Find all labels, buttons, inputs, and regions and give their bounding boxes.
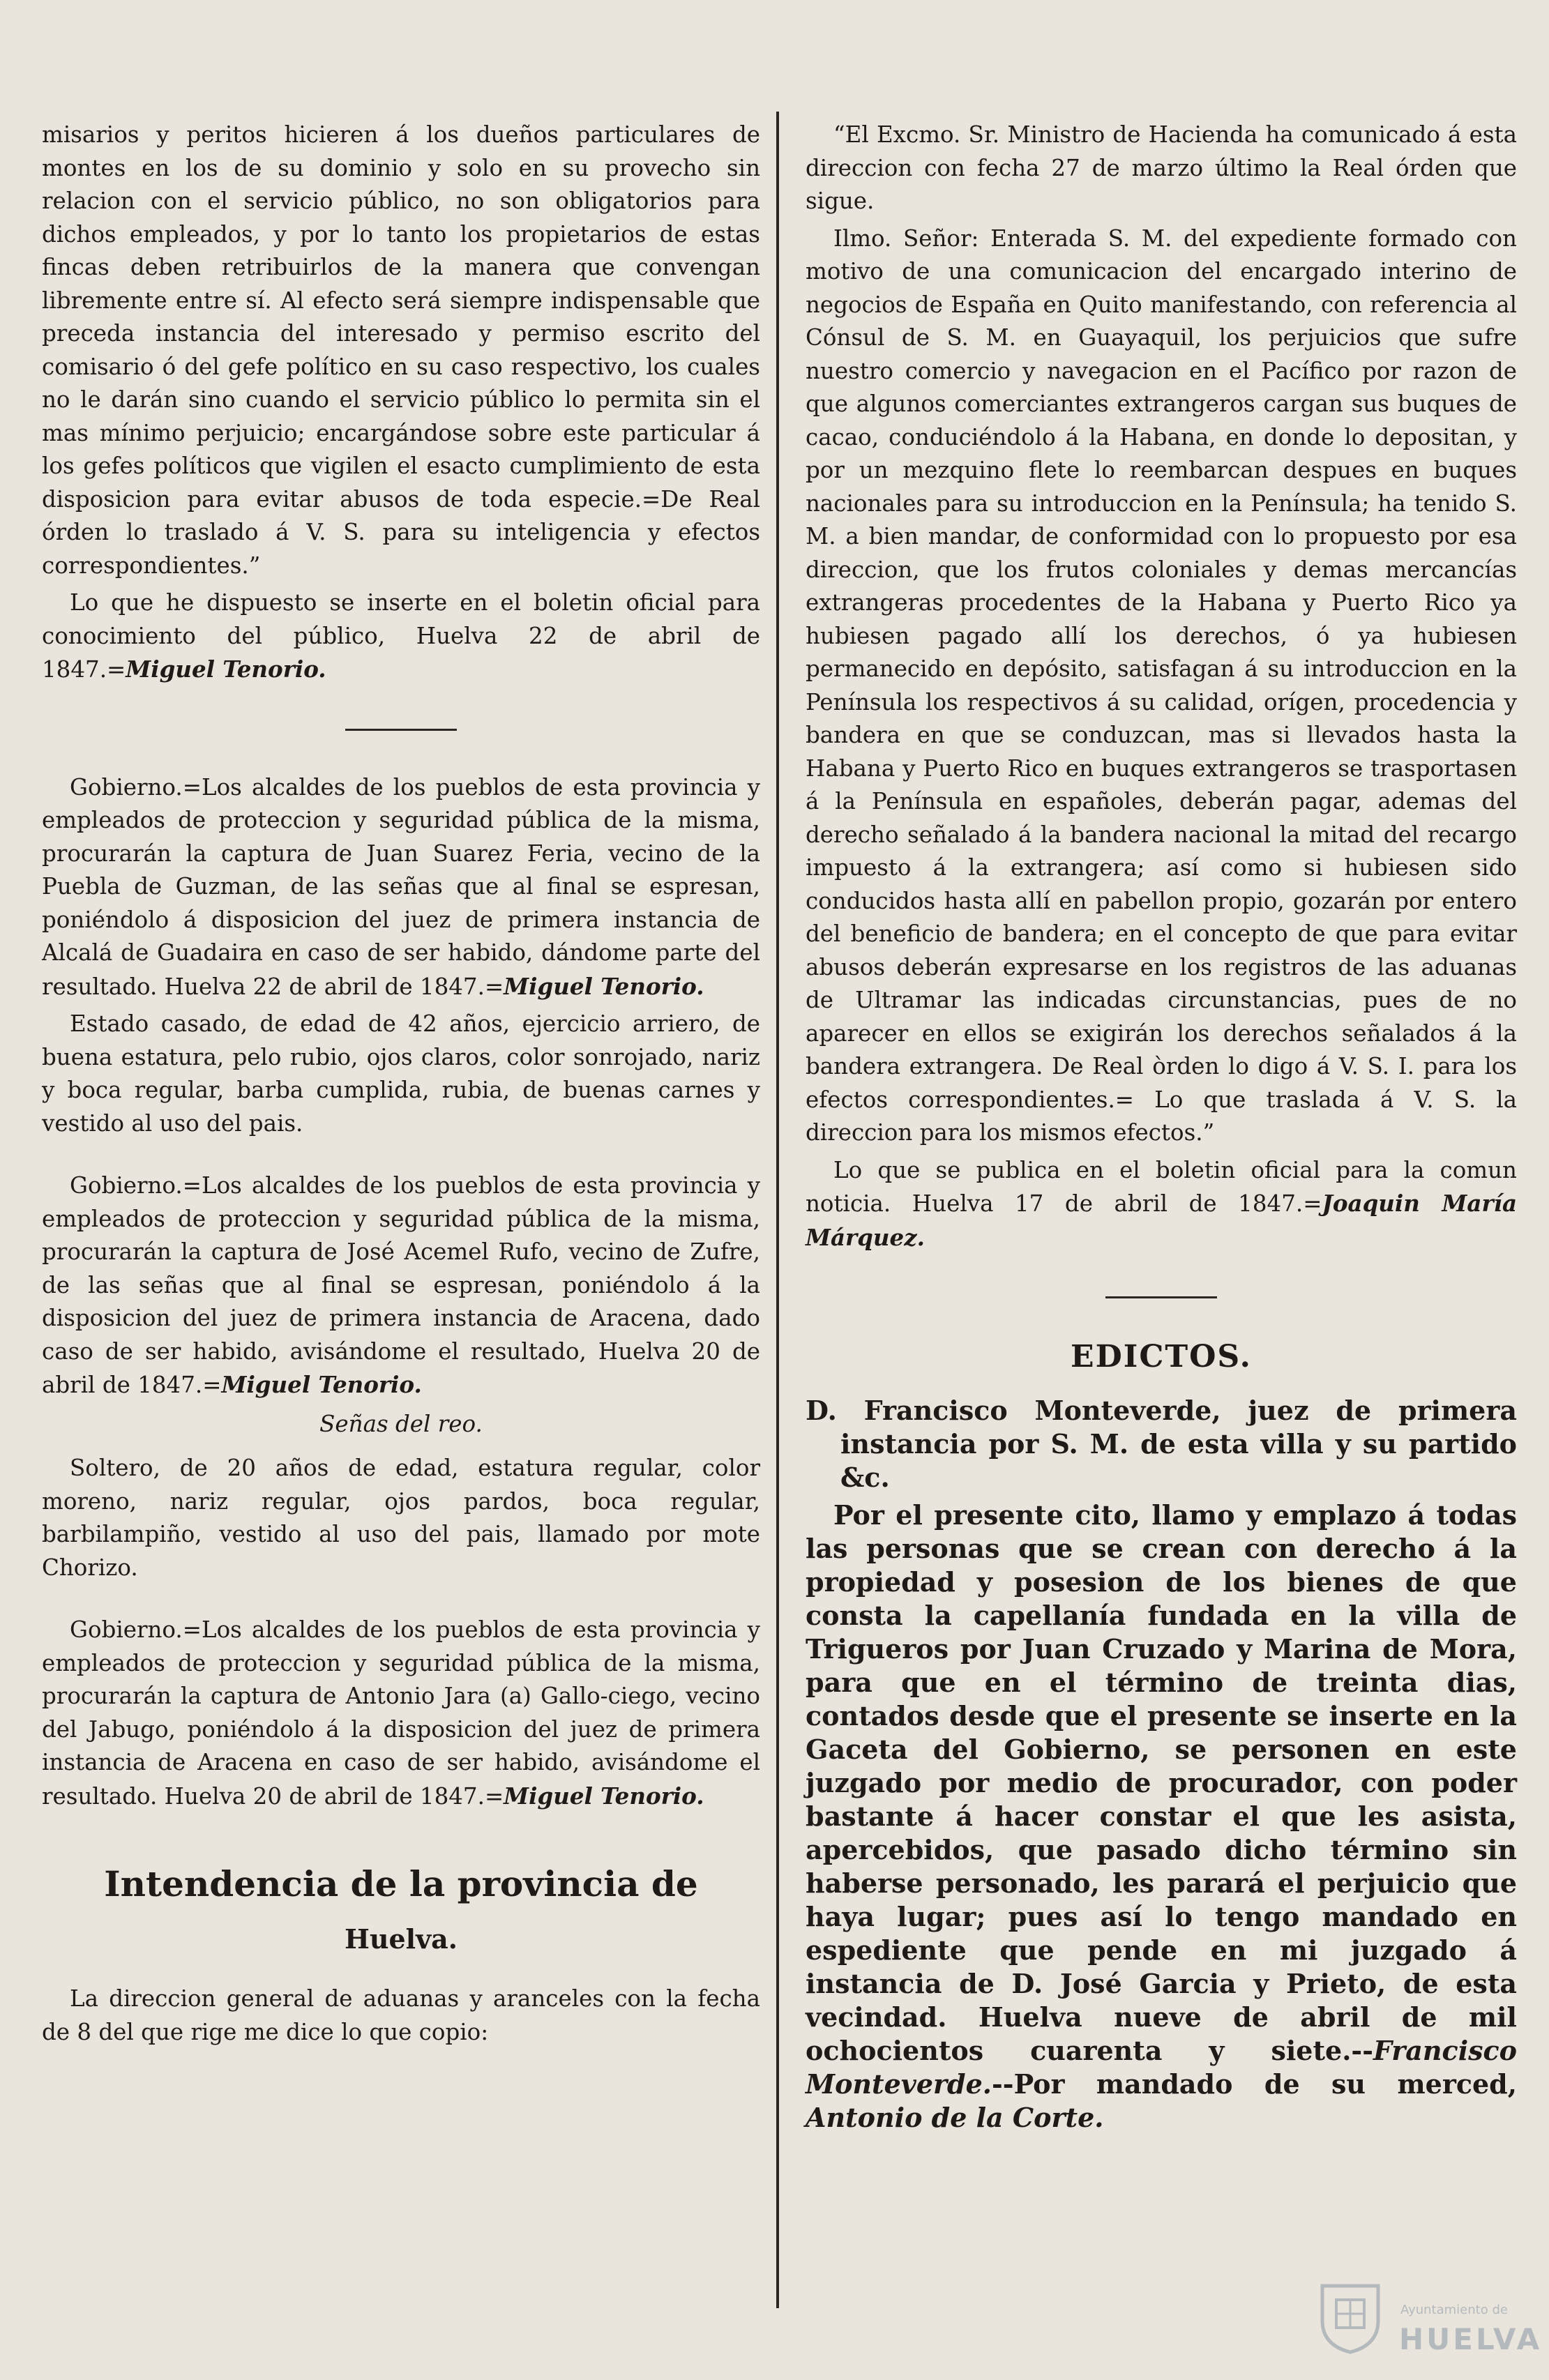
coat-of-arms-icon bbox=[1315, 2279, 1385, 2356]
section-divider bbox=[1105, 1296, 1217, 1298]
gobierno-notice-1 bbox=[42, 771, 760, 1004]
right-column bbox=[806, 119, 1517, 2139]
edicto-signature-clerk: Antonio de la Corte. bbox=[806, 2102, 1104, 2133]
watermark-small-text: Ayuntamiento de bbox=[1400, 2303, 1508, 2317]
royal-order-body: Ilmo. Señor: Enterada S. M. del expediente formado con motivo de una comunicacion del encargado interino de negocios de España en Quito manifestando, con referencia al Cónsul de S. M. en Guayaquil, los perjuicios que sufre nuestro comercio y navegacion en el Pacífico por razon de que algunos comerciantes extrangeros cargan sus buques de cacao, conduciéndolo á la Habana, en donde lo depositan, y por un mezquino flete lo reembarcan despues en buques nacionales para su introduccion en la Península; ha tenido S. M. a bien mandar, de conformidad con lo propuesto por esa direccion, que los frutos coloniales y demas mercancías extrangeras procedentes de la Habana y Puerto Rico ya hubiesen pagado allí los derechos, ó ya hubiesen permanecido en depósito, satisfagan á su introduccion en la Península los respectivos á su calidad, orígen, procedencia y bandera en que se conduzcan, mas si llevados hasta la Habana y Puerto Rico en buques extrangeros se trasportasen á la Península en españoles, deberán pagar, ademas del derecho señalado á la bandera nacional la mitad del recargo impuesto á la extrangera; así como si hubiesen sido conducidos hasta allí en pabellon propio, gozarán por entero del beneficio de bandera; en el concepto de que para evitar abusos deberán expresarse en los registros de las aduanas de Ultramar las indicadas circunstancias, pues de no aparecer en ellos se exigirán los derechos señalados á la bandera extrangera. De Real òrden lo digo á V. S. I. para los efectos correspondientes.= Lo que traslada á V. S. la direccion para los mismos efectos.” bbox=[806, 225, 1517, 1146]
signature: Miguel Tenorio. bbox=[504, 1782, 704, 1810]
paragraph-continuation: misarios y peritos hicieren á los dueños particulares de montes en los de su dominio y solo en su provecho sin relacion con el servicio público, no son obligatorios para dichos empleados, y por lo tanto los propietarios de estas fincas deben retribuirlos de la manera que convengan libremente entre sí. Al efecto será siempre indispensable que preceda instancia del interesado y permiso escrito del comisario ó del gefe político en su caso respectivo, los cuales no le darán sino cuando el servicio público lo permita sin el mas mínimo perjuicio; encargándose sobre este particular á los gefes políticos que vigilen el esacto cumplimiento de esta disposicion para evitar abusos de toda especie.=De Real órden lo traslado á V. S. para su inteligencia y efectos correspondientes.” bbox=[42, 121, 760, 579]
section-divider bbox=[345, 729, 457, 731]
notice-text: Gobierno.=Los alcaldes de los pueblos de esta provincia y empleados de proteccion y seguridad pública de la misma, procurarán la captura de Juan Suarez Feria, vecino de la Puebla de Guzman, de las señas que al final se espresan, poniéndolo á disposicion del juez de primera instancia de Alcalá de Guadaira en caso de ser habido, dándome parte del resultado. Huelva 22 de abril de 1847.= bbox=[42, 773, 760, 1000]
left-column bbox=[42, 119, 760, 2053]
section-heading: Intendencia de la provincia de bbox=[104, 1863, 698, 1904]
signature: Miguel Tenorio. bbox=[221, 1371, 422, 1398]
royal-order-intro: “El Excmo. Sr. Ministro de Hacienda ha comunicado á esta direccion con fecha 27 de marzo último la Real órden que sigue. bbox=[806, 121, 1517, 214]
notice-text: Gobierno.=Los alcaldes de los pueblos de esta provincia y empleados de proteccion y seguridad pública de la misma, procurarán la captura de Antonio Jara (a) Gallo-ciego, vecino del Jabugo, poniéndolo á la disposicion del juez de primera instancia de Aracena en caso de ser habido, avisándome el resultado. Huelva 20 de abril de 1847.= bbox=[42, 1616, 760, 1810]
section-subheading: Huelva. bbox=[344, 1923, 458, 1955]
suspect-description-1: Estado casado, de edad de 42 años, ejercicio arriero, de buena estatura, pelo rubio, ojos claros, color sonrojado, nariz y boca regular, barba cumplida, rubia, de buenas carnes y vestido al uso del pais. bbox=[42, 1010, 760, 1137]
notice-text: Lo que he dispuesto se inserte en el boletin oficial para conocimiento del público, Huelva 22 de abril de 1847.= bbox=[42, 589, 760, 683]
column-divider bbox=[776, 112, 779, 2308]
edicto-mandate: --Por mandado de su merced, bbox=[992, 2068, 1517, 2100]
notice-text: Gobierno.=Los alcaldes de los pueblos de esta provincia y empleados de proteccion y seguridad pública de la misma, procurarán la captura de José Acemel Rufo, vecino de Zufre, de las señas que al final se espresan, poniéndolo á la disposicion del juez de primera instancia de Aracena, dado caso de ser habido, avisándome el resultado, Huelva 20 de abril de 1847.= bbox=[42, 1172, 760, 1398]
watermark-text: HUELVA bbox=[1399, 2322, 1543, 2356]
edicto-text: Por el presente cito, llamo y emplazo á todas las personas que se crean con derecho á la propiedad y posesion de los bienes de que consta la capellanía fundada en la villa de Trigueros por Juan Cruzado y Marina de Mora, para que en el término de treinta dias, contados desde que el presente se inserte en la Gaceta del Gobierno, se personen en este juzgado por medio de procurador, con poder bastante á hacer constar el que les asista, apercebidos, que pasado dicho término sin haberse personado, les parará el perjuicio que haya lugar; pues así lo tengo mandado en espediente que pende en mi juzgado á instancia de D. José Garcia y Prieto, de esta vecindad. Huelva nueve de abril de mil ochocientos cuarenta y siete.-- bbox=[806, 1499, 1517, 2066]
gobierno-notice-2 bbox=[42, 1169, 760, 1402]
edicto-body bbox=[806, 1499, 1517, 2135]
publication-notice bbox=[806, 1154, 1517, 1255]
notice-text: Lo que se publica en el boletin oficial para la comun noticia. Huelva 17 de abril de 1847.= bbox=[806, 1156, 1517, 1217]
signature: Miguel Tenorio. bbox=[504, 972, 704, 1000]
edicto-signature-judge: Francisco Monteverde. bbox=[806, 2035, 1517, 2100]
edictos-heading: EDICTOS. bbox=[1071, 1339, 1252, 1374]
archive-watermark bbox=[1315, 2279, 1543, 2356]
signature: Joaquin María Márquez. bbox=[806, 1190, 1517, 1251]
gobierno-notice-3 bbox=[42, 1614, 760, 1813]
intro-paragraph: La direccion general de aduanas y aranceles con la fecha de 8 del que rige me dice lo que copio: bbox=[42, 1985, 760, 2045]
paragraph-publication-notice bbox=[42, 586, 760, 687]
edicto-header: D. Francisco Monteverde, juez de primera instancia por S. M. de esta villa y su partido &c. bbox=[806, 1395, 1517, 1493]
suspect-description-2: Soltero, de 20 años de edad, estatura regular, color moreno, nariz regular, ojos pardos, boca regular, barbilampiño, vestido al uso del pais, llamado por mote Chorizo. bbox=[42, 1455, 760, 1581]
signature: Miguel Tenorio. bbox=[126, 655, 326, 683]
suspect-signs-heading: Señas del reo. bbox=[319, 1410, 483, 1437]
